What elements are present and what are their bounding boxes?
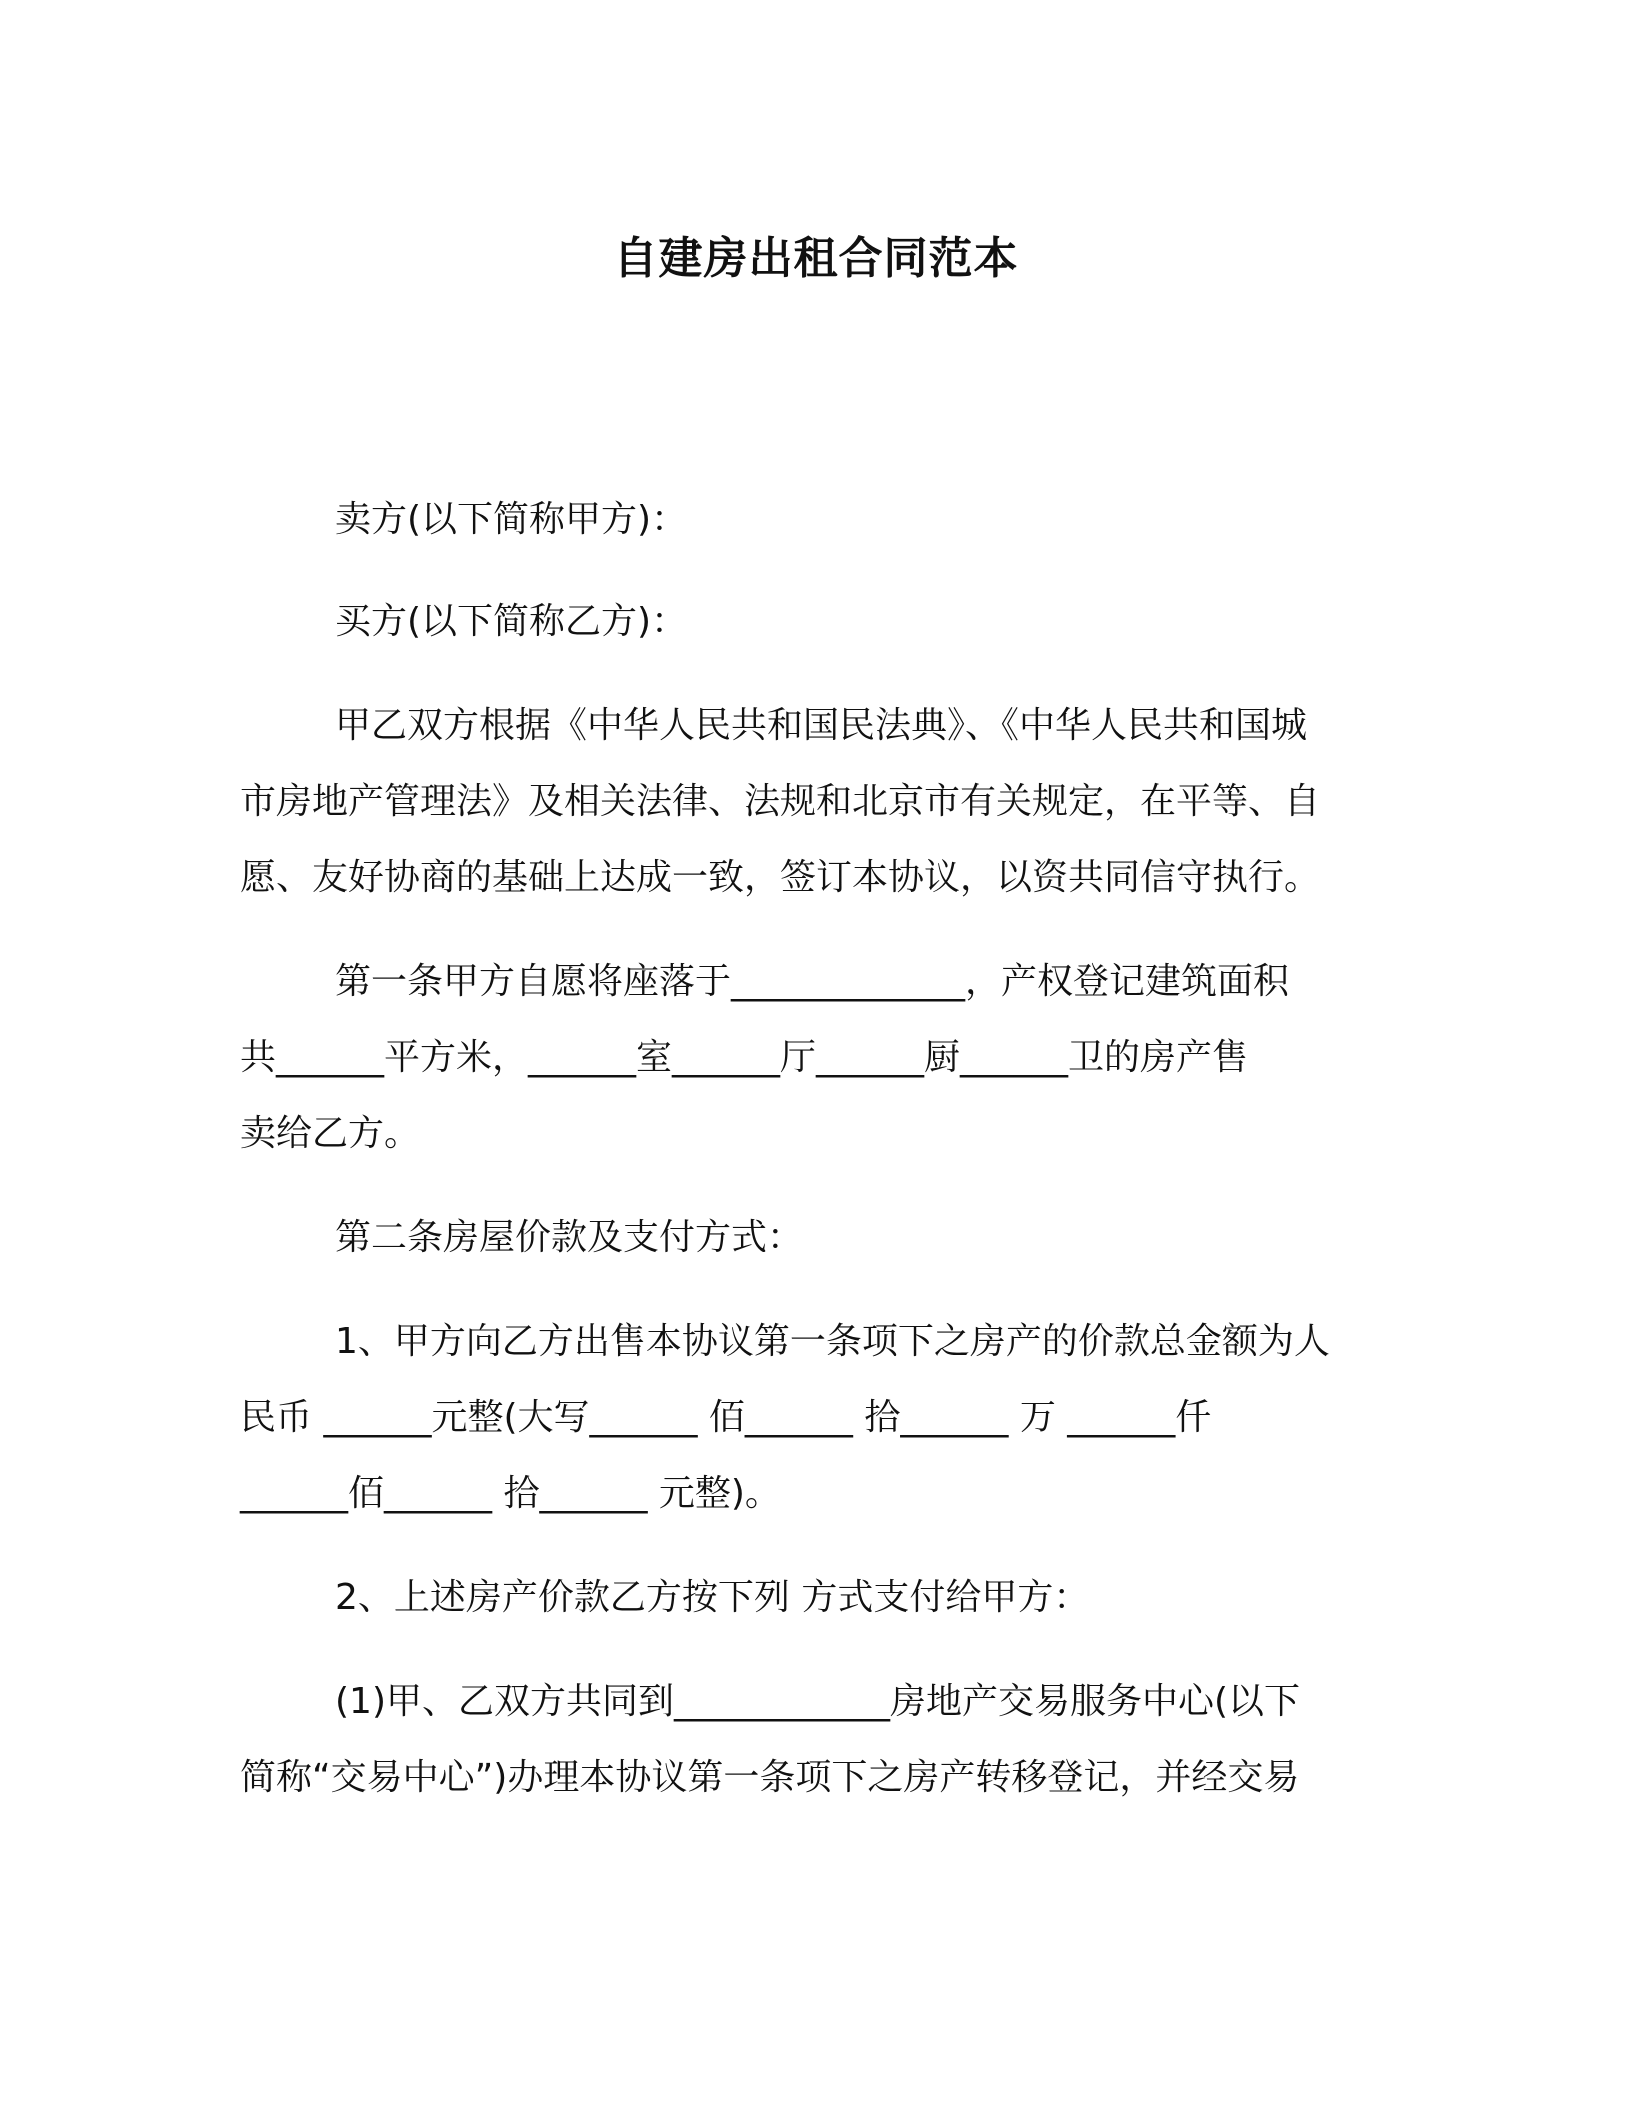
document-title: 自建房出租合同范本: [613, 233, 1019, 284]
clause-2-line: 2、上述房产价款乙方按下列 方式支付给甲方：: [335, 1577, 1090, 1618]
article-2-heading: 第二条房屋价款及支付方式：: [335, 1217, 804, 1258]
preamble-line-2: 市房地产管理法》及相关法律、法规和北京市有关规定，在平等、自: [240, 781, 1321, 822]
article-1-line-1: 第一条甲方自愿将座落于_____________，产权登记建筑面积: [335, 961, 1290, 1002]
clause-1-line-1: 1、甲方向乙方出售本协议第一条项下之房产的价款总金额为人: [335, 1321, 1330, 1362]
clause-1-line-2: 民币 ______元整(大写______ 佰______ 拾______ 万 ______仟: [240, 1397, 1212, 1438]
preamble-line-3: 愿、友好协商的基础上达成一致，签订本协议，以资共同信守执行。: [240, 857, 1321, 898]
preamble-line-1: 甲乙双方根据《中华人民共和国民法典》、《中华人民共和国城: [335, 705, 1308, 746]
sub-clause-1-line-1: (1)甲、乙双方共同到____________房地产交易服务中心(以下: [335, 1681, 1301, 1722]
seller-line: 卖方(以下简称甲方)：: [335, 499, 688, 540]
article-1-line-3: 卖给乙方。: [240, 1113, 421, 1154]
article-1-line-2: 共______平方米，______室______厅______厨______卫的房产售: [240, 1037, 1249, 1078]
sub-clause-1-line-2: 简称“交易中心”)办理本协议第一条项下之房产转移登记，并经交易: [240, 1757, 1300, 1798]
buyer-line: 买方(以下简称乙方)：: [335, 601, 688, 642]
clause-1-line-3: ______佰______ 拾______ 元整)。: [240, 1473, 781, 1514]
